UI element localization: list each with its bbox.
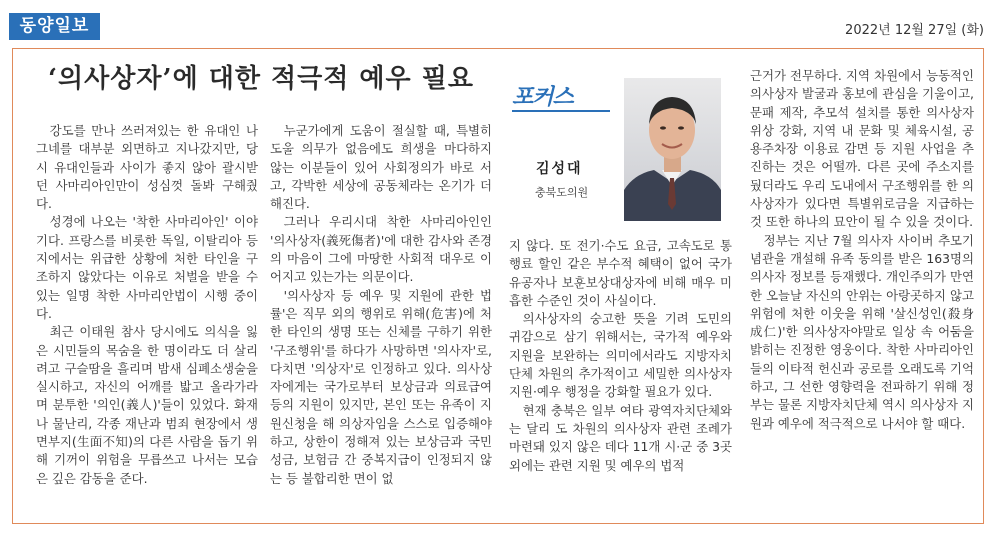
author-profile <box>506 74 726 224</box>
paragraph: 강도를 만나 쓰러져있는 한 유대인 나그네를 대부분 외면하고 지나갔지만, 당시 유대인들과 사이가 좋지 않아 괄시받던 사마리아인만이 성심껏 돌봐 구해줬다. <box>36 123 258 212</box>
column-tag: 포커스 <box>512 85 573 110</box>
paragraph: 의사상자의 숭고한 뜻을 기려 도민의 귀감으로 삼기 위해서는, 국가적 예우와 지원을 보완하는 의미에서라도 지방자치단체 차원의 추가적이고 세밀한 의사상자 지원·예우 행정을 강화할 필요가 있다. <box>509 311 732 400</box>
paragraph: 그러나 우리시대 착한 사마리아인인 '의사상자(義死傷者)'에 대한 감사와 존경의 마음이 그에 마땅한 사회적 대우로 이어지고 있는가는 의문이다. <box>270 214 492 285</box>
paragraph: 성경에 나오는 '착한 사마리아인' 이야기다. 프랑스를 비롯한 독일, 이탈리아 등지에서는 위급한 상황에 처한 타인을 구조하지 않았다는 이유로 처벌을 받을 수 있는 일명 착한 사마리안법이 시행 중이다. <box>36 214 258 321</box>
newspaper-logo: 동양일보 <box>9 13 100 40</box>
author-affiliation: 충북도의원 <box>535 186 589 199</box>
article-column-2 <box>270 122 492 488</box>
article-column-3 <box>750 67 974 433</box>
publication-date: 2022년 12월 27일 (화) <box>845 23 984 38</box>
paragraph: 현재 충북은 일부 여타 광역자치단체와는 달리 도 차원의 의사상자 관련 조례가 마련돼 있지 않은 데다 11개 시·군 중 3곳 외에는 관련 지원 및 예우의 법적 <box>509 402 732 473</box>
paragraph: 지 않다. 또 전기·수도 요금, 고속도로 통행료 할인 같은 부수적 혜택이 없어 국가유공자나 보훈보상대상자에 비해 매우 미흡한 수준인 것이 사실이다. <box>509 238 732 308</box>
paragraph: 정부는 지난 7월 의사자 사이버 추모기념관을 개설해 유족 동의를 받은 163명의 의사자 정보를 등재했다. 개인주의가 만연한 오늘날 자신의 안위는 아랑곳하지 않고 위험에 처한 이웃을 위해 '살신성인(殺身成仁)'한 의사상자야말로 일상 속 어둠을 밝히는 진정한 영웅이다. 착한 사마리아인들의 이타적 헌신과 공로를 오래도록 기억하고, 그 선한 영향력을 전파하기 위해 정부는 물론 지방자치단체 역시 의사상자 지원과 예우에 적극적으로 나서야 할 때다. <box>750 232 974 431</box>
article-title: ‘의사상자’에 대한 적극적 예우 필요 <box>48 64 474 94</box>
paragraph: 최근 이태원 참사 당시에도 의식을 잃은 시민들의 목숨을 한 명이라도 더 살리려고 구슬땀을 흘리며 밤새 심폐소생술을 실시하고, 자신의 어깨를 밟고 올라가라며 분투한 '의인(義人)'들이 있었다. 화재나 물난리, 각종 재난과 범죄 현장에서 생면부지(生面不知)의 다른 사람을 돕기 위해 기꺼이 위험을 무릅쓰고 나서는 모습은 깊은 감동을 준다. <box>36 324 258 486</box>
page-header <box>0 0 996 46</box>
author-name: 김성대 <box>536 161 583 177</box>
portrait-photo-icon <box>624 78 721 221</box>
paragraph: 누군가에게 도움이 절실할 때, 특별히 도울 의무가 없음에도 희생을 마다하지 않는 이분들이 있어 사회정의가 바로 서고, 각박한 세상에 공동체라는 온기가 더해진다. <box>270 123 492 212</box>
article-column-1 <box>36 122 258 488</box>
column-tag-underline <box>512 110 610 112</box>
article-column-2-lower <box>509 237 732 475</box>
portrait-photo-svg <box>624 78 721 221</box>
paragraph: 근거가 전무하다. 지역 차원에서 능동적인 의사상자 발굴과 홍보에 관심을 기울이고, 문패 제작, 추모석 설치를 통한 의사상자 위상 강화, 지역 내 문화 및 체육시설, 공용주차장 이용료 감면 등 지원 사업을 추진하는 것은 어떨까. 다른 곳에 주소지를 뒀더라도 우리 도내에서 구조행위를 한 의사상자가 있다면 특별위로금을 지급하는 것 또한 하나의 묘안이 될 수 있을 것이다. <box>750 68 974 230</box>
paragraph: '의사상자 등 예우 및 지원에 관한 법률'은 직무 외의 행위로 위해(危害)에 처한 타인의 생명 또는 신체를 구하기 위한 '구조행위'를 하다가 사망하면 '의사자'로, 다치면 '의상자'로 인정하고 있다. 의사상자에게는 국가로부터 보상금과 의료급여 등의 지원이 있지만, 본인 또는 유족이 지원신청을 해 의상자임을 스스로 입증해야 하고, 상한이 정해져 있는 보상금과 국민성금, 보험금 간 중복지급이 인정되지 않는 등 불합리한 면이 없 <box>270 287 492 486</box>
